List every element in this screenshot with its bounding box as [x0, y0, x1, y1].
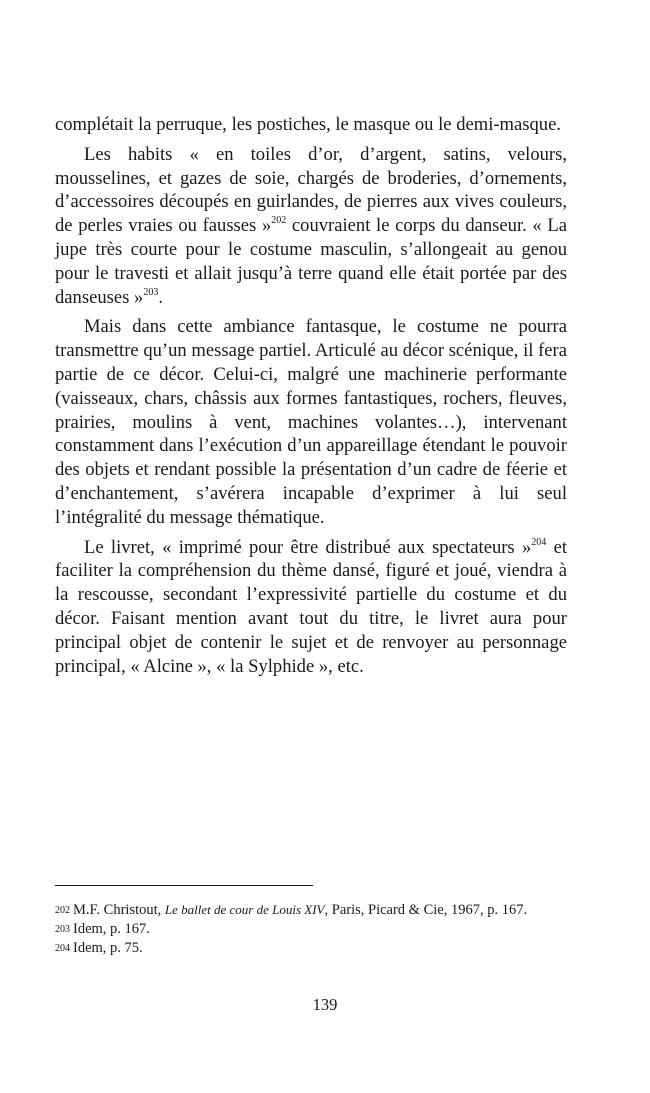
footnote-text: M.F. Christout, [73, 902, 165, 918]
paragraph-text: Les habits « en toiles d’or, d’argent, satins, velours, mousselines, et gazes de soie, chargés de broderies, d’ornements, d’accessoires découpés en guirlandes, de pierres aux vives couleurs, de perles vraies ou fausses » [55, 143, 567, 237]
paragraph-text: et faciliter la compréhension du thème dansé, figuré et joué, viendra à la rescousse, secondant l’expressivité partielle du costume et du décor. Faisant mention avant tout du titre, le livret aura pour principal objet de contenir le sujet et de renvoyer au personnage principal, « Alcine », « la Sylphide », etc. [55, 536, 568, 677]
paragraph [55, 143, 567, 310]
footnote-number: 204 [55, 943, 70, 954]
paragraph [55, 315, 567, 529]
footnote-ref[interactable]: 204 [531, 536, 547, 548]
footnote [55, 939, 567, 958]
page-body [55, 113, 567, 684]
footnote-book-title: Le ballet de cour de Louis XIV [164, 902, 325, 917]
footnote [55, 920, 567, 939]
footnote-text: Idem, p. 75. [73, 940, 143, 956]
footnote-text: Idem, p. 167. [73, 921, 150, 937]
paragraph-text: . [158, 286, 163, 308]
page-number: 139 [312, 995, 338, 1014]
footnote [55, 900, 567, 920]
paragraph-text: complétait la perruque, les postiches, le masque ou le demi-masque. [55, 114, 562, 135]
footnote-text: , Paris, Picard & Cie, 1967, p. 167. [324, 902, 528, 918]
footnote-divider [55, 885, 313, 886]
paragraph [55, 536, 567, 679]
paragraph-text: Mais dans cette ambiance fantasque, le costume ne pourra transmettre qu’un message partiel. Articulé au décor scénique, il fera partie de ce décor. Celui-ci, malgré une machinerie performante (vaisseaux, chars, châssis aux formes fantastiques, rochers, fleuves, prairies, moulins à vent, machines volantes…), intervenant constamment dans l’exécution d’un appareillage étendant le pouvoir des objets et rendant possible la présentation d’un cadre de féerie et d’enchantement, s’avérera incapable d’exprimer à lui seul l’intégralité du message thématique. [55, 316, 567, 528]
footnotes [55, 885, 567, 958]
paragraph [55, 113, 567, 137]
paragraph-text: couvraient le corps du danseur. « La jupe très courte pour le costume masculin, s’allongeait au genou pour le travesti et allait jusqu’à terre quand elle était portée par des danseuses » [55, 215, 567, 308]
footnote-ref[interactable]: 203 [143, 286, 159, 298]
paragraph-text: Le livret, « imprimé pour être distribué aux spectateurs » [84, 536, 532, 558]
footnote-number: 202 [55, 905, 70, 916]
footnote-ref[interactable]: 202 [271, 215, 287, 227]
footnote-number: 203 [55, 924, 70, 935]
